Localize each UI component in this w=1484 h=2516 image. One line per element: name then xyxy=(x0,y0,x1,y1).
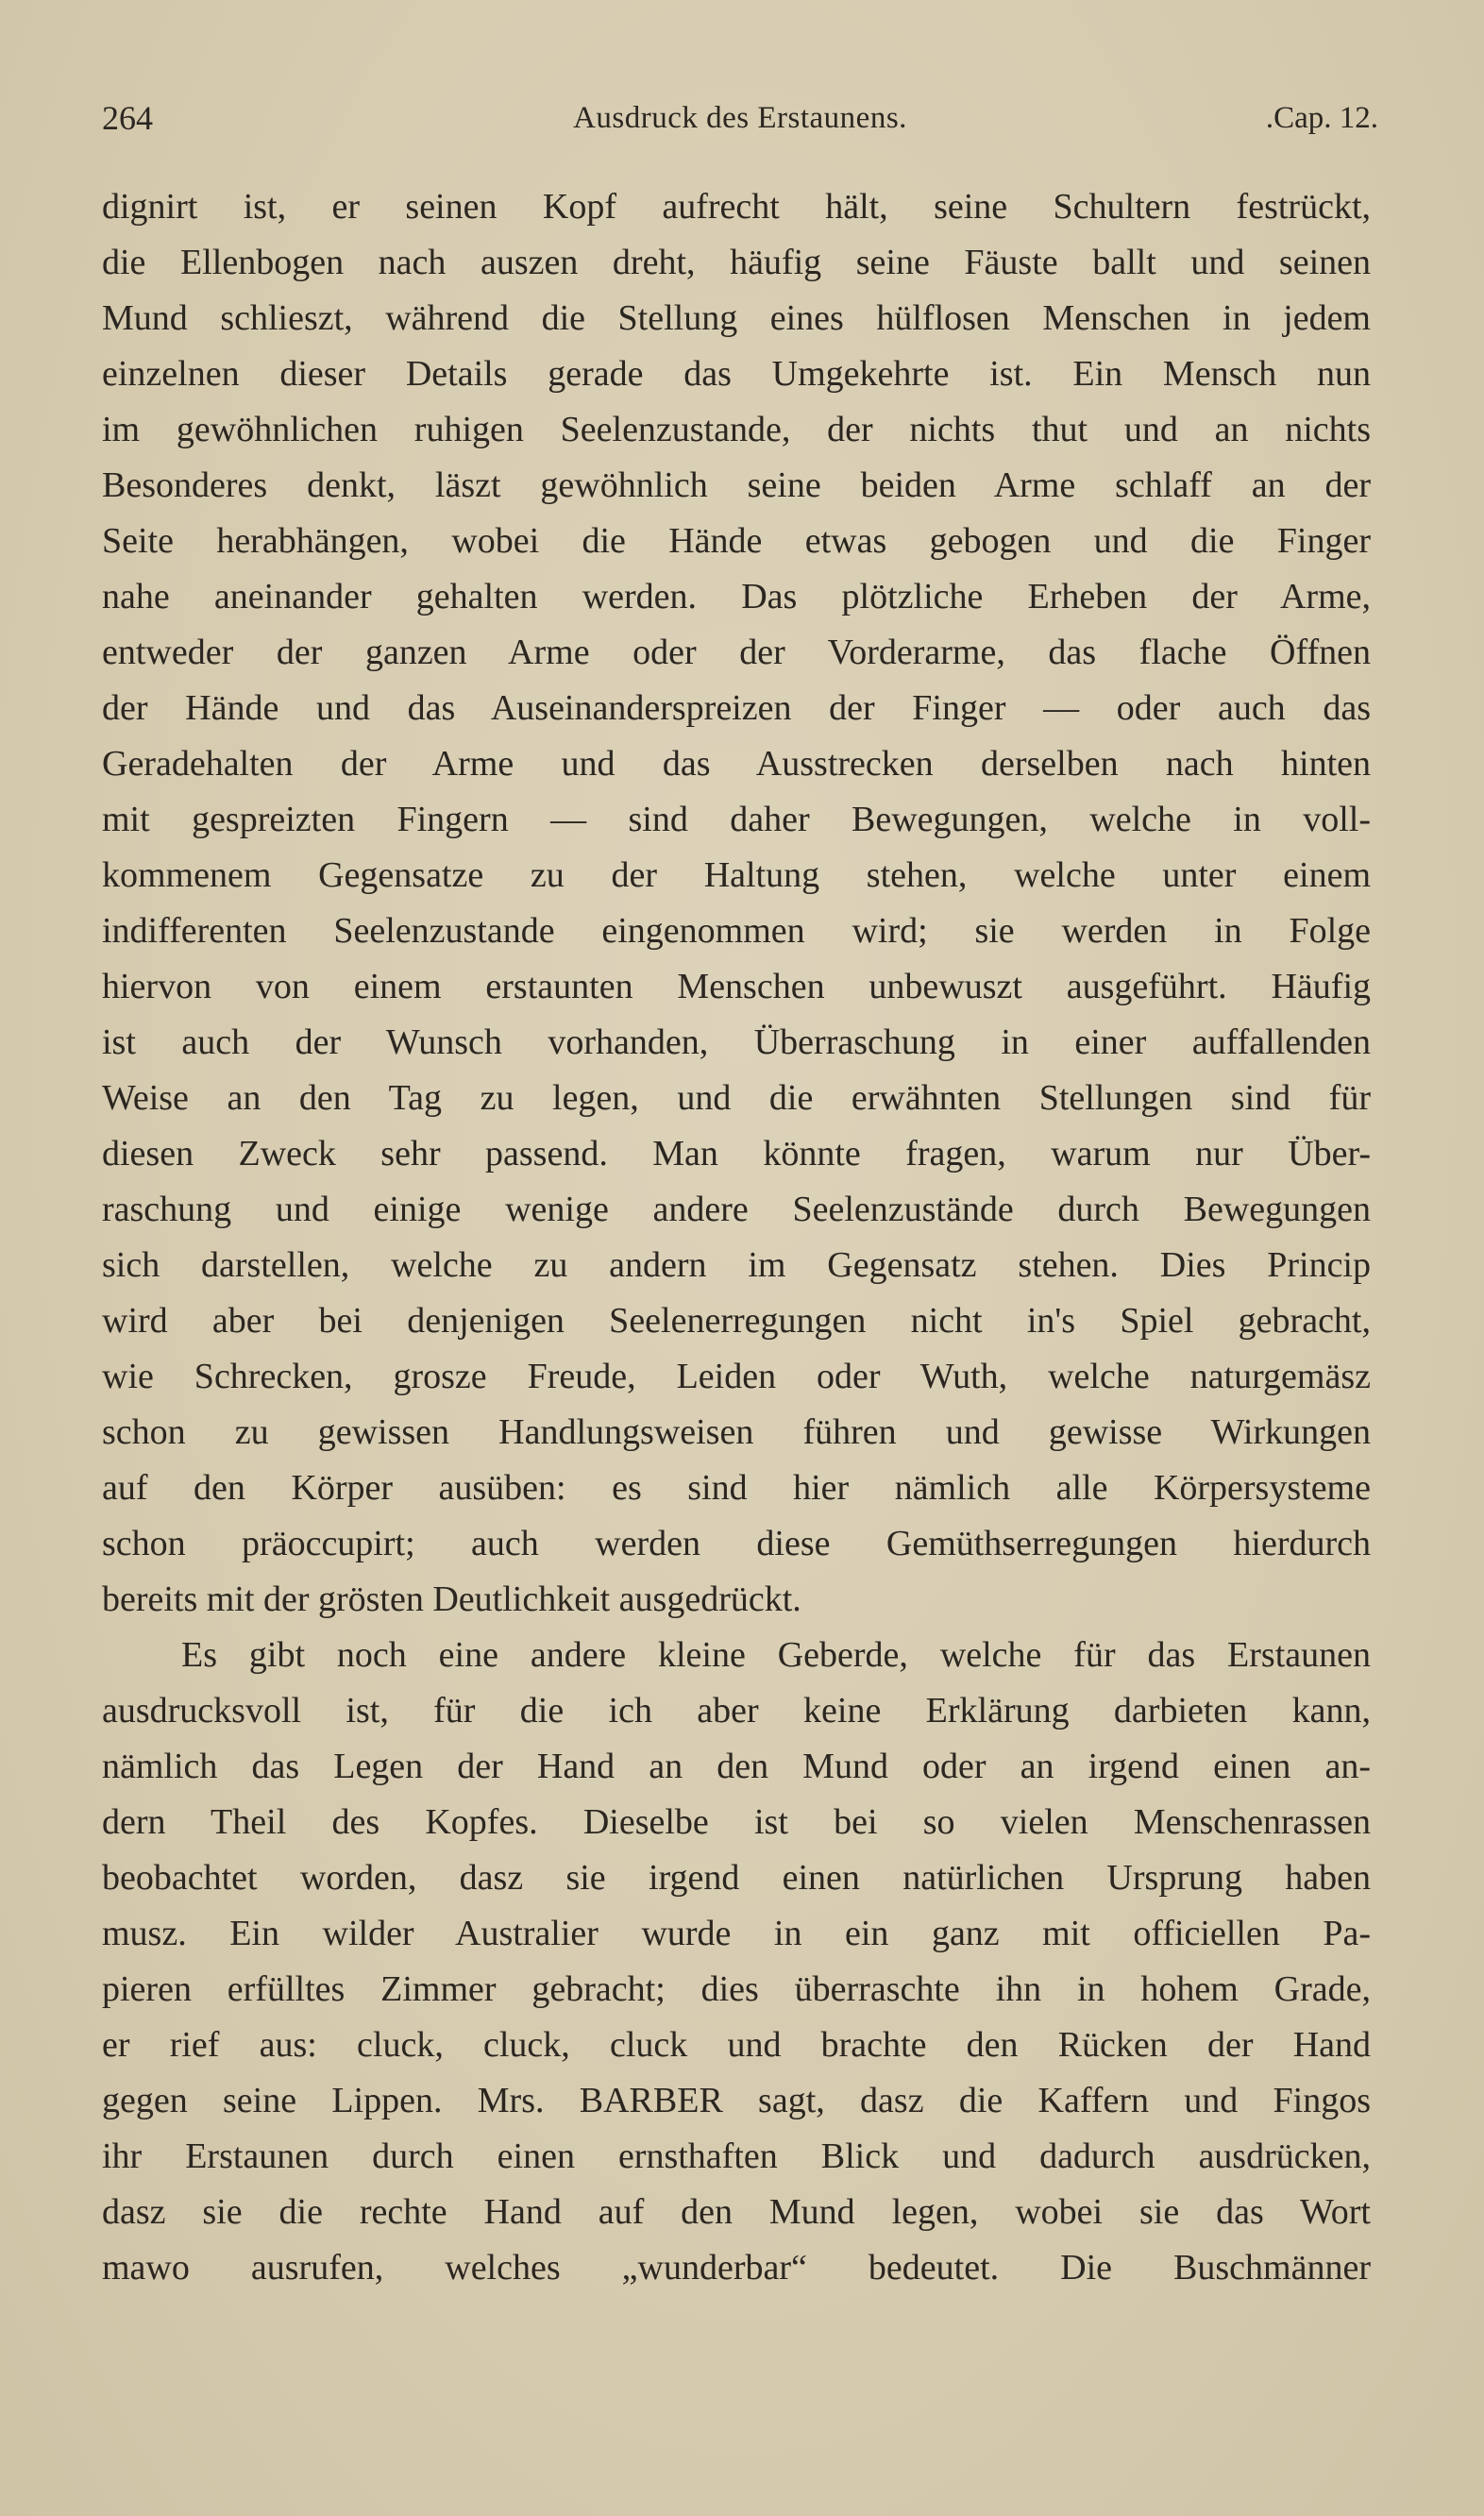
text-line: ihr Erstaunen durch einen ernsthaften Blick und dadurch ausdrücken, xyxy=(102,2136,1371,2176)
text-line: wie Schrecken, grosze Freude, Leiden oder Wuth, welche naturgemäsz xyxy=(102,1357,1371,1396)
text-line: ausdrucksvoll ist, für die ich aber keine Erklärung darbieten kann, xyxy=(102,1691,1371,1731)
text-line: Mund schlieszt, während die Stellung eines hülflosen Menschen in jedem xyxy=(102,298,1371,338)
text-line: hiervon von einem erstaunten Menschen unbewuszt ausgeführt. Häufig xyxy=(102,967,1371,1006)
text-line: pieren erfülltes Zimmer gebracht; dies überraschte ihn in hohem Grade, xyxy=(102,1969,1371,2009)
text-line: ist auch der Wunsch vorhanden, Überraschung in einer auffallenden xyxy=(102,1022,1371,1062)
chapter-label: .Cap. 12. xyxy=(1265,101,1378,135)
text-line: nämlich das Legen der Hand an den Mund oder an irgend einen an- xyxy=(102,1747,1371,1786)
text-line: mawo ausrufen, welches „wunderbar“ bedeutet. Die Buschmänner xyxy=(102,2248,1371,2288)
text-line: dern Theil des Kopfes. Dieselbe ist bei so vielen Menschenrassen xyxy=(102,1802,1371,1842)
text-line: die Ellenbogen nach auszen dreht, häufig seine Fäuste ballt und seinen xyxy=(102,243,1371,282)
text-line: der Hände und das Auseinanderspreizen der Finger — oder auch das xyxy=(102,688,1371,728)
text-line: dasz sie die rechte Hand auf den Mund legen, wobei sie das Wort xyxy=(102,2192,1371,2232)
text-line: diesen Zweck sehr passend. Man könnte fragen, warum nur Über- xyxy=(102,1134,1371,1174)
text-line: Seite herabhängen, wobei die Hände etwas gebogen und die Finger xyxy=(102,521,1371,561)
text-line: nahe aneinander gehalten werden. Das plötzliche Erheben der Arme, xyxy=(102,577,1371,616)
text-line: indifferenten Seelenzustande eingenommen wird; sie werden in Folge xyxy=(102,911,1371,951)
text-line: er rief aus: cluck, cluck, cluck und brachte den Rücken der Hand xyxy=(102,2025,1371,2065)
text-line: auf den Körper ausüben: es sind hier nämlich alle Körpersysteme xyxy=(102,1468,1371,1508)
paragraph-start-line: Es gibt noch eine andere kleine Geberde, welche für das Erstaunen xyxy=(181,1635,1371,1675)
text-line: raschung und einige wenige andere Seelenzustände durch Bewegungen xyxy=(102,1190,1371,1229)
text-line: Besonderes denkt, läszt gewöhnlich seine beiden Arme schlaff an der xyxy=(102,465,1371,505)
body-text xyxy=(102,179,1371,2296)
text-line: mit gespreizten Fingern — sind daher Bewegungen, welche in voll- xyxy=(102,800,1371,839)
text-line: wird aber bei denjenigen Seelenerregungen nicht in's Spiel gebracht, xyxy=(102,1301,1371,1341)
text-line: einzelnen dieser Details gerade das Umgekehrte ist. Ein Mensch nun xyxy=(102,354,1371,394)
text-line: schon präoccupirt; auch werden diese Gemüthserregungen hierdurch xyxy=(102,1524,1371,1563)
page-number: 264 xyxy=(102,99,153,137)
text-line: schon zu gewissen Handlungsweisen führen und gewisse Wirkungen xyxy=(102,1412,1371,1452)
text-line: Geradehalten der Arme und das Ausstrecken derselben nach hinten xyxy=(102,744,1371,784)
running-title: Ausdruck des Erstaunens. xyxy=(573,101,907,135)
text-line: Weise an den Tag zu legen, und die erwähnten Stellungen sind für xyxy=(102,1078,1371,1118)
text-line: kommenem Gegensatze zu der Haltung stehen, welche unter einem xyxy=(102,855,1371,895)
page-header xyxy=(102,94,1378,142)
paragraph-end-line: bereits mit der grösten Deutlichkeit ausgedrückt. xyxy=(102,1579,801,1619)
text-line: entweder der ganzen Arme oder der Vorderarme, das flache Öffnen xyxy=(102,633,1371,672)
text-line: beobachtet worden, dasz sie irgend einen natürlichen Ursprung haben xyxy=(102,1858,1371,1898)
text-line: sich darstellen, welche zu andern im Gegensatz stehen. Dies Princip xyxy=(102,1245,1371,1285)
text-line: gegen seine Lippen. Mrs. BARBER sagt, dasz die Kaffern und Fingos xyxy=(102,2081,1371,2120)
text-line: dignirt ist, er seinen Kopf aufrecht hält, seine Schultern festrückt, xyxy=(102,187,1371,227)
text-line: im gewöhnlichen ruhigen Seelenzustande, der nichts thut und an nichts xyxy=(102,410,1371,449)
text-line: musz. Ein wilder Australier wurde in ein ganz mit officiellen Pa- xyxy=(102,1914,1371,1953)
